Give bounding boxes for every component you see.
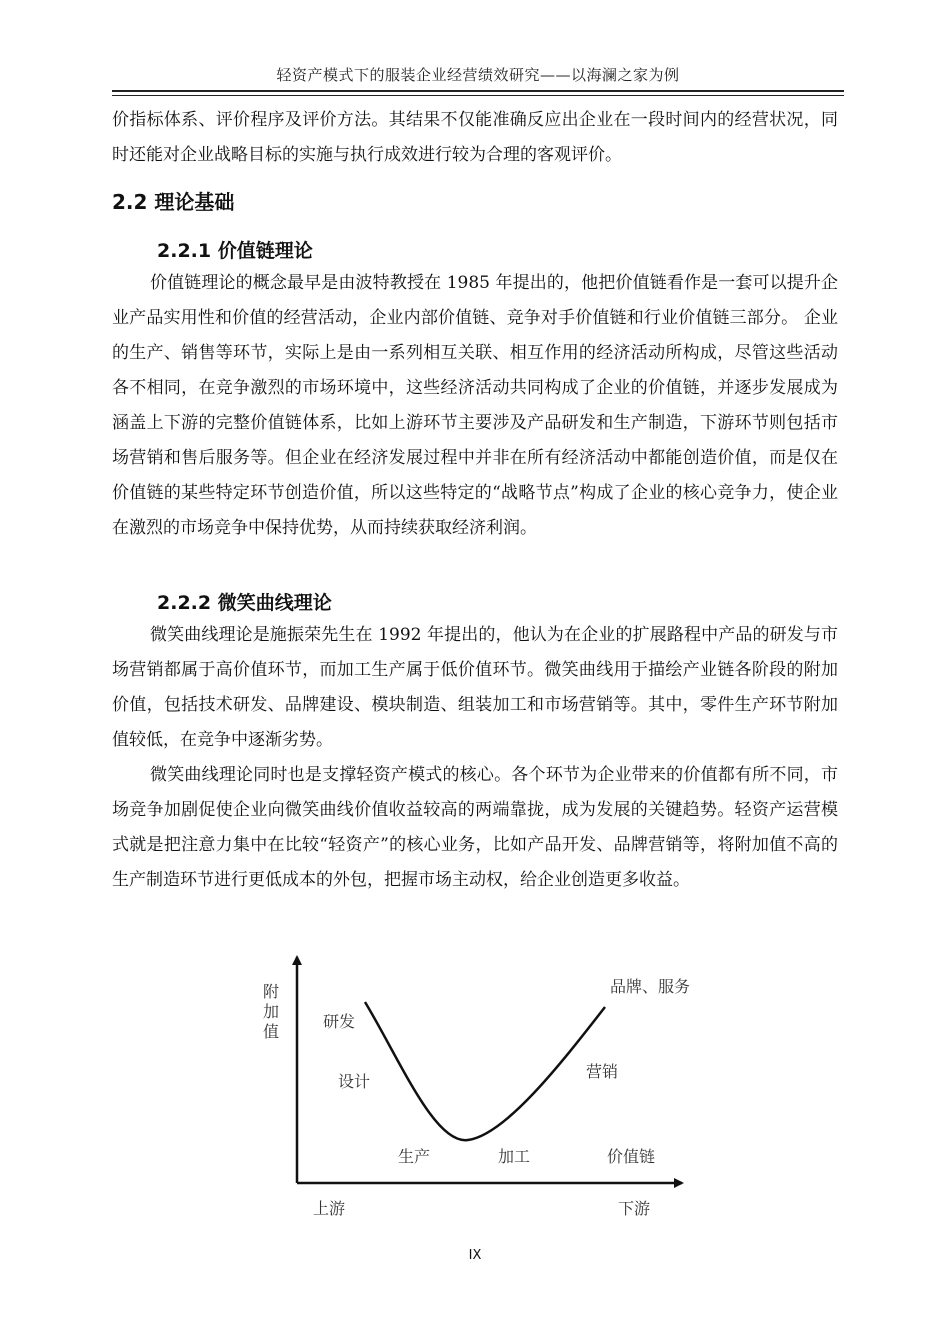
page-number: IX xyxy=(468,1248,482,1263)
label-production: 生产 xyxy=(398,1147,431,1166)
smile-curve-paragraph-1: 微笑曲线理论是施振荣先生在 1992 年提出的，他认为在企业的扩展路程中产品的研发与市场营销都属于高价值环节，而加工生产属于低价值环节。微笑曲线用于描绘产业链各阶段的附加价值，包括技术研发、品牌建设、模块制造、组装加工和市场营销等。其中，零件生产环节附加值较低，在竞争中逐渐劣势。 xyxy=(112,625,838,750)
header-rule-thick xyxy=(112,90,844,92)
label-processing: 加工 xyxy=(498,1147,531,1166)
header-rule-thin xyxy=(112,95,844,96)
y-axis-label-char-3: 值 xyxy=(263,1022,280,1041)
y-axis-label-char-2: 加 xyxy=(263,1002,280,1021)
label-marketing: 营销 xyxy=(586,1062,619,1081)
intro-block xyxy=(112,103,838,173)
section-heading-2-2: 2.2 理论基础 xyxy=(112,190,235,214)
smile-curve-line xyxy=(365,1002,605,1140)
intro-paragraph: 价指标体系、评价程序及评价方法。其结果不仅能准确反应出企业在一段时间内的经营状况，同时还能对企业战略目标的实施与执行成效进行较为合理的客观评价。 xyxy=(112,110,838,165)
smile-curve-block xyxy=(112,618,838,898)
smile-curve-paragraph-2: 微笑曲线理论同时也是支撑轻资产模式的核心。各个环节为企业带来的价值都有所不同，市场竞争加剧促使企业向微笑曲线价值收益较高的两端靠拢，成为发展的关键趋势。轻资产运营模式就是把注意力集中在比较“轻资产”的核心业务，比如产品开发、品牌营销等，将附加值不高的生产制造环节进行更低成本的外包，把握市场主动权，给企业创造更多收益。 xyxy=(112,765,838,890)
label-downstream: 下游 xyxy=(618,1199,651,1218)
smile-curve-diagram xyxy=(250,945,700,1230)
value-chain-block xyxy=(112,266,838,546)
value-chain-paragraph: 价值链理论的概念最早是由波特教授在 1985 年提出的，他把价值链看作是一套可以提升企业产品实用性和价值的经营活动，企业内部价值链、竞争对手价值链和行业价值链三部分。 企业的生产、销售等环节，实际上是由一系列相互关联、相互作用的经济活动所构成，尽管这些活动各不相同，在竞争激烈的市场环境中，这些经济活动共同构成了企业的价值链，并逐步发展成为涵盖上下游的完整价值链体系，比如上游环节主要涉及产品研发和生产制造，下游环节则包括市场营销和售后服务等。但企业在经济发展过程中并非在所有经济活动中都能创造价值，而是仅在价值链的某些特定环节创造价值，所以这些特定的“战略节点”构成了企业的核心竞争力，使企业在激烈的市场竞争中保持优势，从而持续获取经济利润。 xyxy=(112,273,838,538)
section-heading-2-2-2: 2.2.2 微笑曲线理论 xyxy=(157,592,332,614)
section-heading-2-2-1: 2.2.1 价值链理论 xyxy=(157,240,313,262)
label-research: 研发 xyxy=(323,1012,356,1031)
y-axis-label-char-1: 附 xyxy=(263,982,280,1001)
label-upstream: 上游 xyxy=(313,1199,346,1218)
running-header: 轻资产模式下的服装企业经营绩效研究——以海澜之家为例 xyxy=(276,66,680,84)
smile-curve-figure xyxy=(250,945,700,1230)
label-brand-service: 品牌、服务 xyxy=(610,977,691,996)
label-value-chain: 价值链 xyxy=(607,1147,656,1166)
label-design: 设计 xyxy=(338,1072,371,1091)
